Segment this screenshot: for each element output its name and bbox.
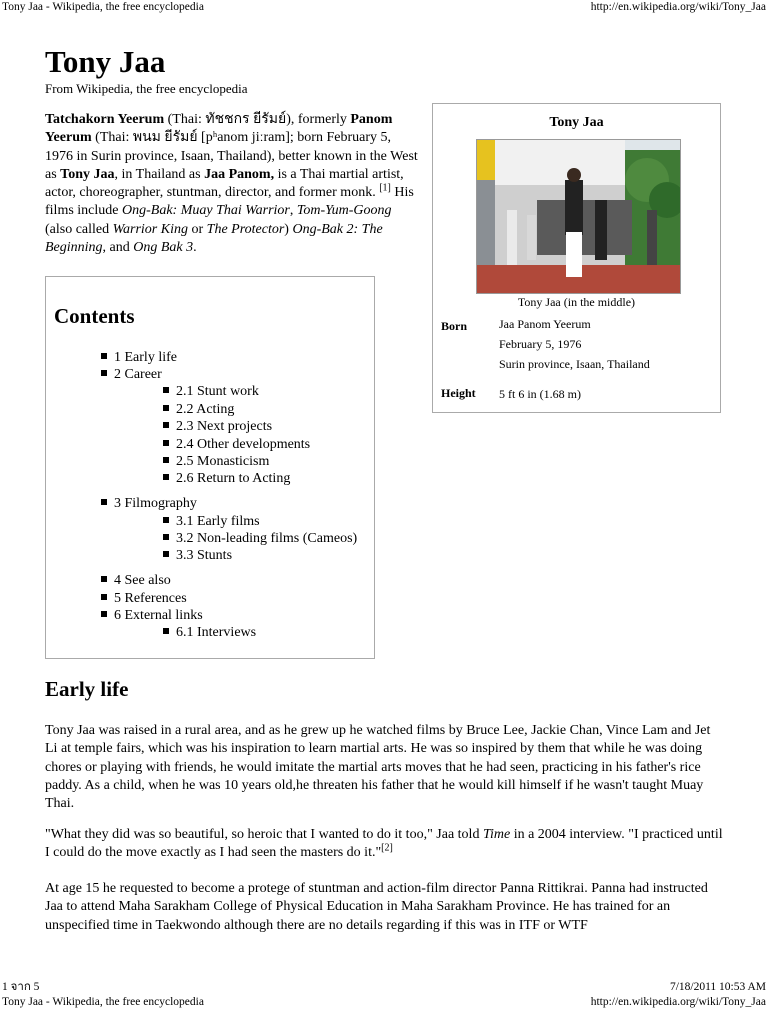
page-number: 1 จาก 5 <box>2 981 40 993</box>
toc-item-label: 5 References <box>114 591 187 606</box>
toc-item[interactable] <box>101 366 162 383</box>
toc-item-label: 2.2 Acting <box>176 402 235 417</box>
bullet-icon <box>101 370 107 376</box>
toc-item-label: 2.6 Return to Acting <box>176 471 291 486</box>
bullet-icon <box>163 551 169 557</box>
bullet-icon <box>163 387 169 393</box>
film-title: Ong-Bak: Muay Thai Warrior <box>122 203 290 219</box>
toc-item[interactable] <box>163 453 269 470</box>
toc-item-label: 2.1 Stunt work <box>176 384 259 399</box>
film-title: Ong-Bak 2: The Beginning <box>45 221 383 256</box>
born-label: Born <box>441 319 468 333</box>
intro-text: ) <box>284 221 293 237</box>
bullet-icon <box>101 594 107 600</box>
intro-text: , <box>289 203 297 219</box>
paragraph <box>45 826 725 863</box>
bullet-icon <box>163 422 169 428</box>
bullet-icon <box>101 499 107 505</box>
toc-item-label: 2.3 Next projects <box>176 419 273 434</box>
publication-title: Time <box>482 827 511 842</box>
toc-item-label: 2.5 Monasticism <box>176 454 270 469</box>
toc-item-label: 6.1 Interviews <box>176 625 257 640</box>
film-title: Tom-Yum-Goong <box>296 203 392 219</box>
born-date: February 5, 1976 <box>499 337 582 351</box>
film-title: The Protector <box>206 221 285 237</box>
intro-text: , and <box>102 240 134 256</box>
intro-text: , in Thailand as <box>114 166 205 182</box>
toc-item[interactable] <box>101 607 203 624</box>
film-title: Warrior King <box>112 221 188 237</box>
intro-text: (Thai: พนม ยีรัมย์ [pʰanom jiːram]; born February 5, 1976 in Surin province, Isaan, Thailand), better known in the West as <box>45 130 418 182</box>
toc-item[interactable] <box>101 590 187 607</box>
film-title: Ong Bak 3 <box>133 240 194 256</box>
toc-item[interactable] <box>101 495 197 512</box>
toc-item[interactable] <box>163 470 290 487</box>
height-label: Height <box>441 386 476 400</box>
toc-item[interactable] <box>163 624 256 641</box>
intro-text: is a Thai martial artist, actor, choreographer, stuntman, director, and former monk. <box>45 166 404 201</box>
print-header-title: Tony Jaa - Wikipedia, the free encyclopedia <box>2 1 204 13</box>
ref-link[interactable]: [1] <box>379 182 391 194</box>
intro-text: or <box>187 221 207 237</box>
intro-name-2: Panom Yeerum <box>45 112 393 146</box>
bullet-icon <box>163 517 169 523</box>
print-footer-title: Tony Jaa - Wikipedia, the free encyclopedia <box>2 996 204 1008</box>
infobox <box>432 103 721 413</box>
infobox-photo[interactable] <box>476 139 681 294</box>
toc-item[interactable] <box>101 572 171 589</box>
toc-item-label: 1 Early life <box>114 350 177 365</box>
bullet-icon <box>101 611 107 617</box>
toc-item-label: 3.1 Early films <box>176 514 260 529</box>
paragraph-text: in a 2004 interview. "I practiced until I could do the move exactly as I had seen the masters do it." <box>45 827 723 861</box>
print-footer <box>0 980 768 1009</box>
intro-name-1: Tatchakorn Yeerum <box>45 112 165 127</box>
height-value: 5 ft 6 in (1.68 m) <box>499 387 581 401</box>
toc-item[interactable] <box>163 513 260 530</box>
toc-title: Contents <box>54 304 135 328</box>
print-header-url: http://en.wikipedia.org/wiki/Tony_Jaa <box>590 1 766 13</box>
paragraph: Tony Jaa was raised in a rural area, and as he grew up he watched films by Bruce Lee, Jackie Chan, Vince Lam and Jet Li at temple fairs, which was his inspiration to learn martial arts. He was so inspired by them that while he was doing chores or playing with friends, he would imitate the martial arts moves that he had seen, practicing in his father's rice paddy. As a child, when he was 10 years old,he threaten his father that he would kill himself if he wasn't taught Muay Thai. <box>45 723 711 812</box>
infobox-caption: Tony Jaa (in the middle) <box>517 295 636 309</box>
bullet-icon <box>163 474 169 480</box>
toc-item[interactable] <box>163 383 259 400</box>
born-place: Surin province, Isaan, Thailand <box>499 357 650 371</box>
toc-item[interactable] <box>163 436 310 453</box>
bullet-icon <box>163 457 169 463</box>
section-heading-early-life: Early life <box>45 677 129 701</box>
toc-item[interactable] <box>163 547 232 564</box>
intro-name-3: Tony Jaa <box>60 166 115 182</box>
toc-item[interactable] <box>101 349 177 366</box>
intro-text: (also called <box>45 221 113 237</box>
toc-item-label: 4 See also <box>114 573 171 588</box>
toc-item-label: 2 Career <box>114 367 162 382</box>
intro-name-4: Jaa Panom, <box>204 166 275 182</box>
bullet-icon <box>163 534 169 540</box>
ref-link[interactable]: [2] <box>381 842 393 854</box>
bullet-icon <box>163 440 169 446</box>
paragraph: At age 15 he requested to become a protege of stuntman and action-film director Panna Rittikrai. Panna had instructed Jaa to attend Maha Sarakham College of Physical Education in Maha Sarakham Province. He has trained for an unspecified time in Taekwondo although there are no details regarding if this was in ITF or WTF <box>45 881 708 933</box>
photo-illustration <box>477 140 681 294</box>
born-name: Jaa Panom Yeerum <box>499 317 591 331</box>
print-datetime: 7/18/2011 10:53 AM <box>669 981 766 993</box>
born-value <box>499 314 709 374</box>
toc-item-label: 6 External links <box>114 608 203 623</box>
bullet-icon <box>101 353 107 359</box>
bullet-icon <box>163 405 169 411</box>
bullet-icon <box>163 628 169 634</box>
toc-item[interactable] <box>163 418 272 435</box>
print-footer-url: http://en.wikipedia.org/wiki/Tony_Jaa <box>590 996 766 1008</box>
intro-text: His films include <box>45 185 414 219</box>
page-subtitle: From Wikipedia, the free encyclopedia <box>45 81 248 96</box>
page-title: Tony Jaa <box>45 44 166 79</box>
intro-text: (Thai: ทัชชกร ยีรัมย์), formerly <box>164 112 351 127</box>
intro-text: . <box>193 240 197 256</box>
table-of-contents <box>45 276 375 659</box>
paragraph-text: "What they did was so beautiful, so heroic that I wanted to do it too," Jaa told <box>45 827 483 842</box>
toc-item-label: 3.3 Stunts <box>176 548 233 563</box>
toc-item-label: 3.2 Non-leading films (Cameos) <box>176 531 358 546</box>
toc-item-label: 2.4 Other developments <box>176 437 311 452</box>
toc-item[interactable] <box>163 530 357 547</box>
bullet-icon <box>101 576 107 582</box>
intro-paragraph <box>45 111 420 257</box>
toc-item[interactable] <box>163 401 234 418</box>
toc-item-label: 3 Filmography <box>114 496 197 511</box>
infobox-title: Tony Jaa <box>549 115 604 130</box>
